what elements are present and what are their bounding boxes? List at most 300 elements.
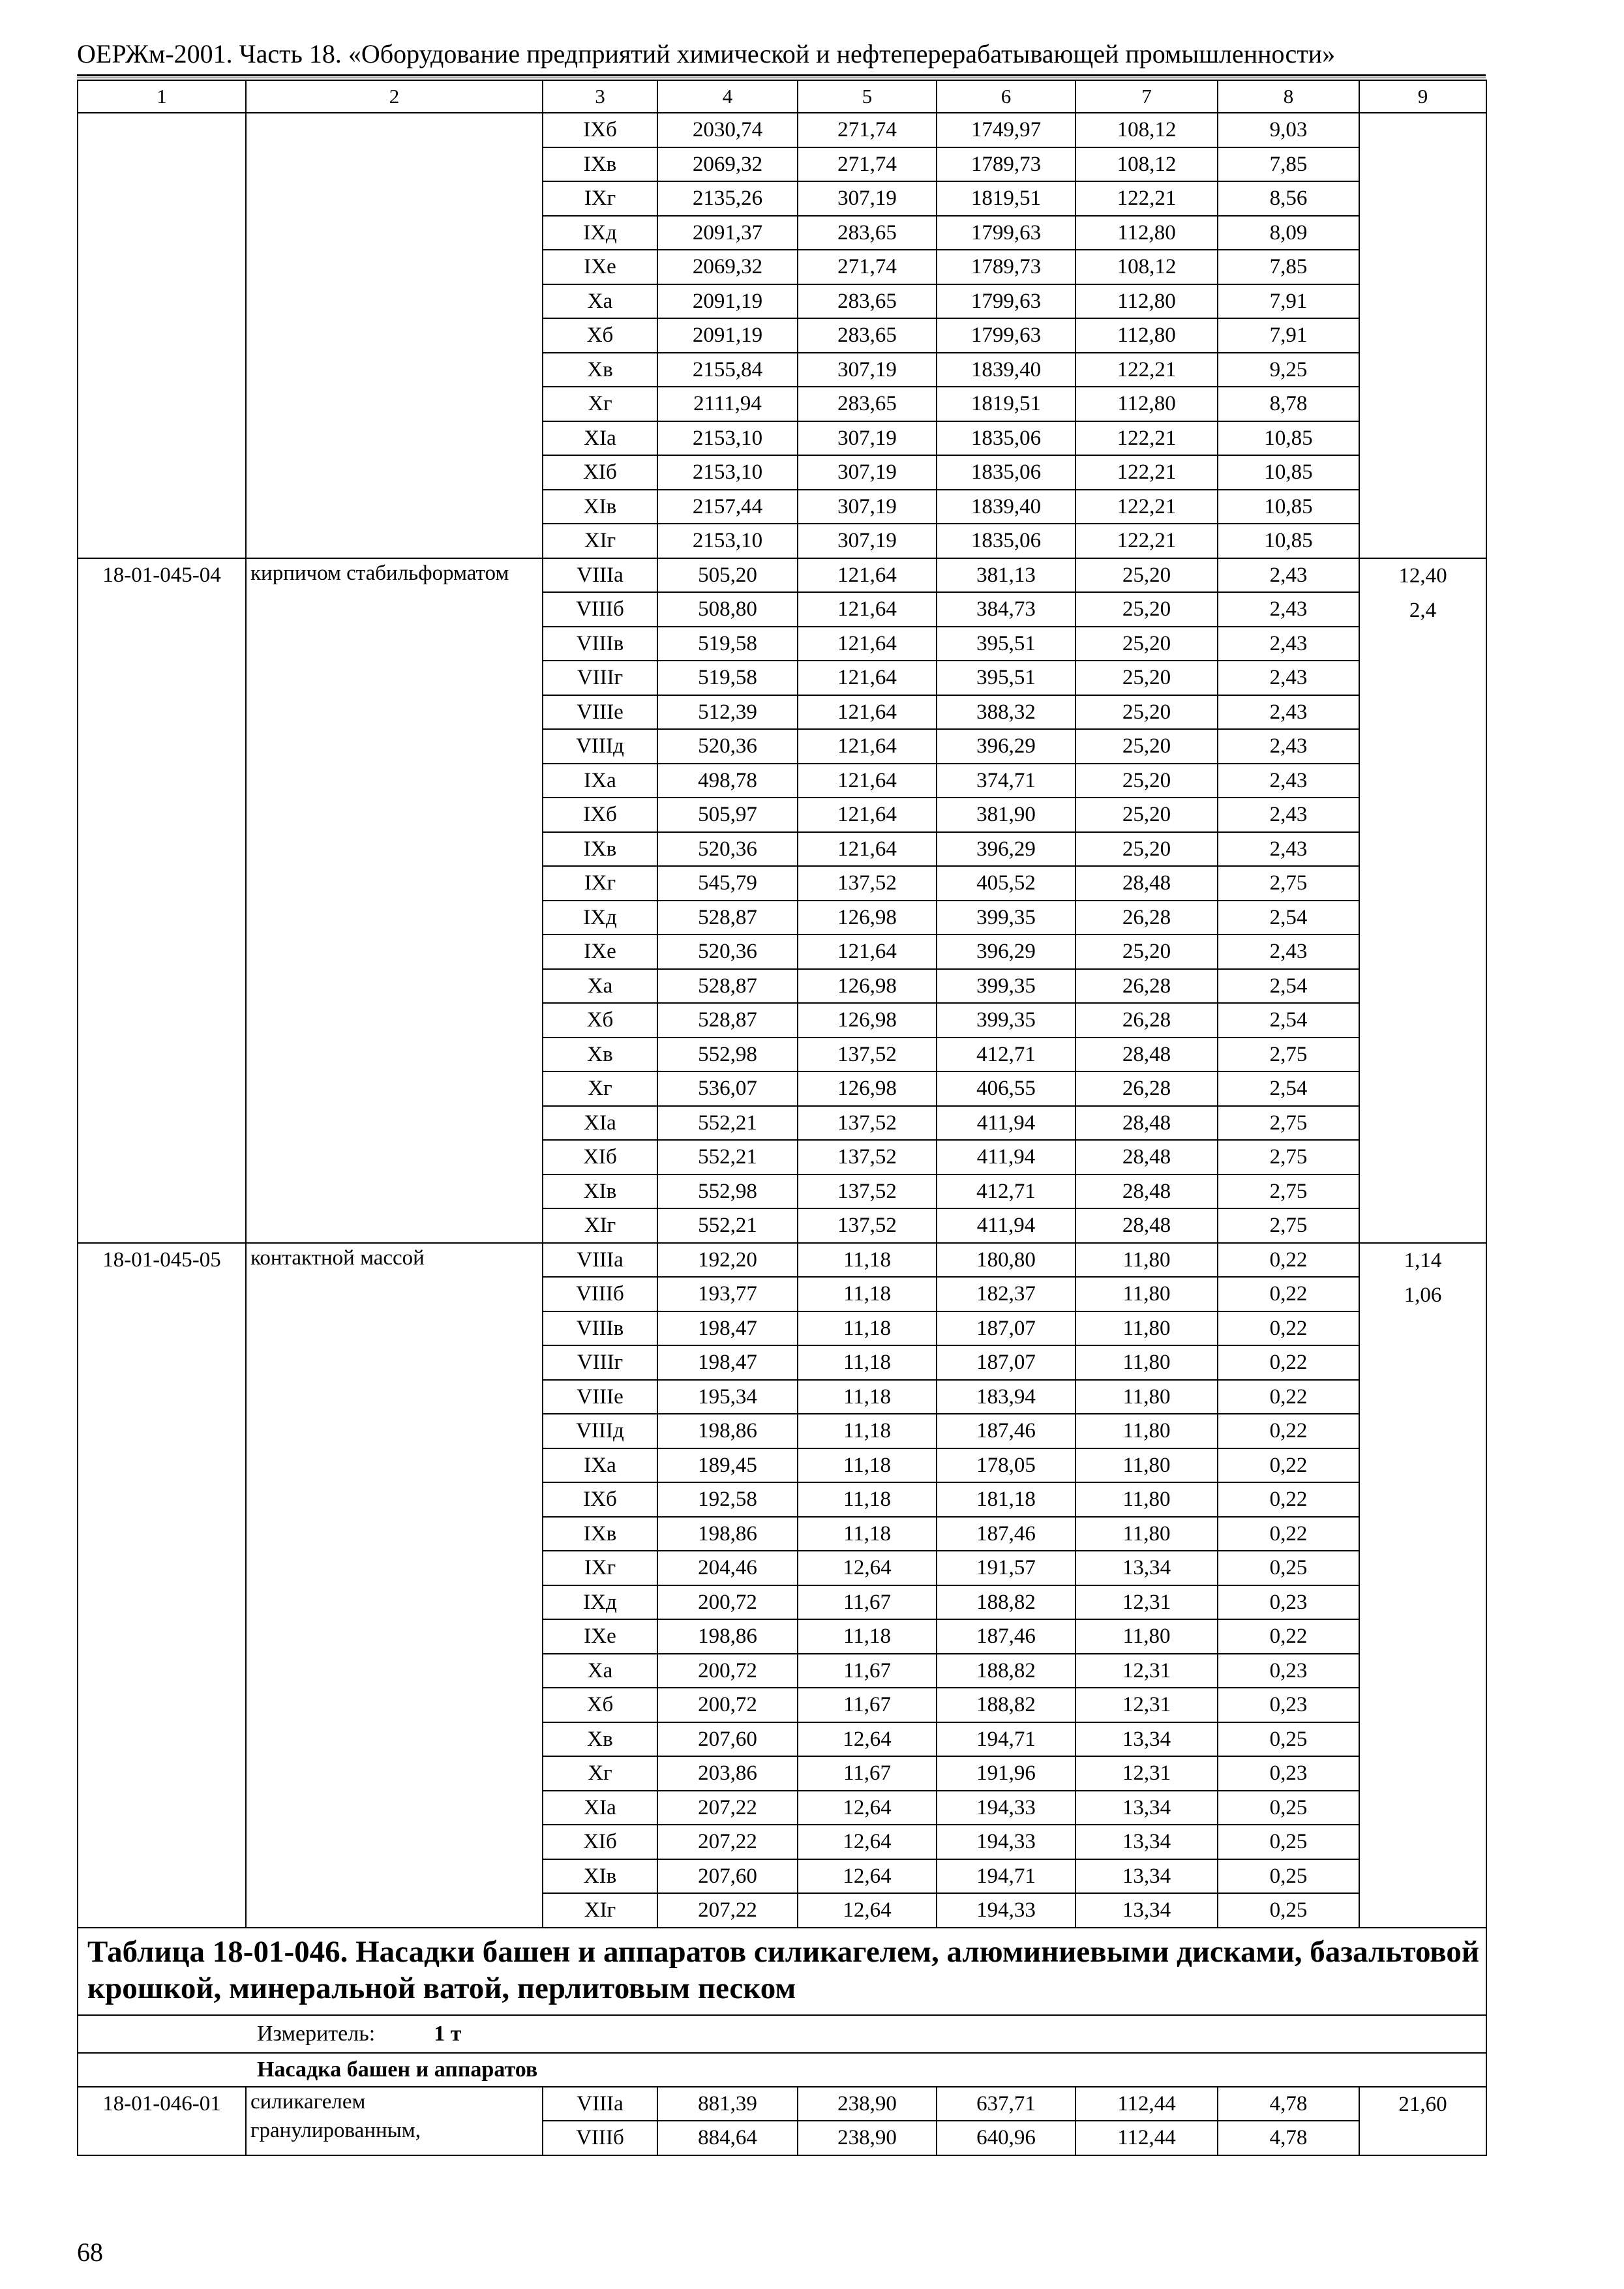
region-zone: VIIIб bbox=[543, 1277, 657, 1311]
col9-value: 1,06 bbox=[1404, 1283, 1442, 1307]
cell-value: 192,20 bbox=[657, 1243, 798, 1278]
cell-value: 121,64 bbox=[798, 729, 937, 764]
cell-value: 0,25 bbox=[1218, 1825, 1359, 1859]
cell-value: 13,34 bbox=[1075, 1893, 1218, 1928]
column-number: 4 bbox=[657, 80, 798, 113]
region-zone: Xа bbox=[543, 284, 657, 319]
cell-value: 28,48 bbox=[1075, 1038, 1218, 1072]
cell-value: 508,80 bbox=[657, 592, 798, 627]
cell-value: 0,22 bbox=[1218, 1311, 1359, 1346]
header-rule bbox=[77, 74, 1486, 76]
cell-value: 395,51 bbox=[937, 661, 1075, 695]
region-zone: XIб bbox=[543, 1140, 657, 1174]
cell-value: 1839,40 bbox=[937, 490, 1075, 524]
cell-value: 2,43 bbox=[1218, 798, 1359, 832]
cell-value: 26,28 bbox=[1075, 901, 1218, 935]
cell-value: 122,21 bbox=[1075, 455, 1218, 490]
cell-value: 126,98 bbox=[798, 1003, 937, 1038]
cell-value: 194,33 bbox=[937, 1791, 1075, 1825]
region-zone: IXа bbox=[543, 1448, 657, 1483]
cell-value: 10,85 bbox=[1218, 490, 1359, 524]
region-zone: VIIIв bbox=[543, 627, 657, 661]
region-zone: VIIIа bbox=[543, 1243, 657, 1278]
cell-value: 2,43 bbox=[1218, 627, 1359, 661]
cell-value: 2091,19 bbox=[657, 318, 798, 353]
cell-value: 203,86 bbox=[657, 1756, 798, 1791]
cell-value: 1799,63 bbox=[937, 216, 1075, 250]
cell-value: 25,20 bbox=[1075, 661, 1218, 695]
cell-value: 406,55 bbox=[937, 1071, 1075, 1106]
cell-value: 11,18 bbox=[798, 1482, 937, 1517]
page-header: ОЕРЖм-2001. Часть 18. «Оборудование предприятий химической и нефтеперерабатывающей промышленности» bbox=[77, 39, 1336, 68]
cell-value: 13,34 bbox=[1075, 1825, 1218, 1859]
cell-value: 2091,19 bbox=[657, 284, 798, 319]
cell-value: 0,23 bbox=[1218, 1688, 1359, 1722]
cell-value: 25,20 bbox=[1075, 764, 1218, 798]
cell-value: 520,36 bbox=[657, 832, 798, 867]
cell-value: 7,91 bbox=[1218, 284, 1359, 319]
region-zone: Xб bbox=[543, 1003, 657, 1038]
region-zone: XIг bbox=[543, 524, 657, 558]
cell-value: 200,72 bbox=[657, 1585, 798, 1620]
column-number-row bbox=[78, 80, 1486, 113]
cell-value: 399,35 bbox=[937, 1003, 1075, 1038]
cell-value: 187,07 bbox=[937, 1345, 1075, 1380]
cell-value: 13,34 bbox=[1075, 1859, 1218, 1894]
region-zone: Xа bbox=[543, 1654, 657, 1688]
region-zone: IXв bbox=[543, 832, 657, 867]
cell-value: 122,21 bbox=[1075, 181, 1218, 216]
cell-value: 505,20 bbox=[657, 558, 798, 593]
cell-value: 519,58 bbox=[657, 627, 798, 661]
cell-value: 25,20 bbox=[1075, 935, 1218, 969]
cell-value: 200,72 bbox=[657, 1688, 798, 1722]
work-name: кирпичом стабильформатом bbox=[246, 558, 543, 1243]
cell-value: 28,48 bbox=[1075, 1140, 1218, 1174]
region-zone: IXб bbox=[543, 1482, 657, 1517]
region-zone: XIб bbox=[543, 1825, 657, 1859]
cell-value: 122,21 bbox=[1075, 490, 1218, 524]
region-zone: XIа bbox=[543, 1791, 657, 1825]
cell-value: 640,96 bbox=[937, 2121, 1075, 2155]
cell-value: 2,75 bbox=[1218, 866, 1359, 901]
measure-label: Измеритель: bbox=[257, 2021, 376, 2046]
cell-value: 412,71 bbox=[937, 1174, 1075, 1209]
cell-value: 122,21 bbox=[1075, 353, 1218, 387]
cell-value: 187,46 bbox=[937, 1414, 1075, 1448]
region-zone: IXг bbox=[543, 866, 657, 901]
cell-value: 0,22 bbox=[1218, 1243, 1359, 1278]
cell-value: 194,33 bbox=[937, 1893, 1075, 1928]
cell-value: 195,34 bbox=[657, 1380, 798, 1414]
cell-value: 28,48 bbox=[1075, 1106, 1218, 1141]
cell-value: 194,71 bbox=[937, 1722, 1075, 1757]
cell-value: 108,12 bbox=[1075, 147, 1218, 182]
region-zone: IXд bbox=[543, 216, 657, 250]
cell-value: 198,47 bbox=[657, 1311, 798, 1346]
region-zone: XIа bbox=[543, 421, 657, 456]
col9-value: 12,40 bbox=[1398, 563, 1447, 588]
cell-value: 2,43 bbox=[1218, 832, 1359, 867]
column-number: 9 bbox=[1359, 80, 1486, 113]
cell-value: 26,28 bbox=[1075, 1071, 1218, 1106]
cell-value: 2157,44 bbox=[657, 490, 798, 524]
rate-code: 18-01-046-01 bbox=[78, 2087, 246, 2155]
cell-value: 191,57 bbox=[937, 1551, 1075, 1585]
cell-value: 204,46 bbox=[657, 1551, 798, 1585]
cell-value: 198,86 bbox=[657, 1414, 798, 1448]
region-zone: Xв bbox=[543, 1038, 657, 1072]
region-zone: VIIIб bbox=[543, 592, 657, 627]
cell-value: 271,74 bbox=[798, 250, 937, 284]
region-zone: VIIIд bbox=[543, 1414, 657, 1448]
cell-value: 12,64 bbox=[798, 1825, 937, 1859]
cell-value: 1749,97 bbox=[937, 113, 1075, 147]
cell-value: 395,51 bbox=[937, 627, 1075, 661]
cell-value: 137,52 bbox=[798, 1174, 937, 1209]
region-zone: IXб bbox=[543, 113, 657, 147]
region-zone: XIв bbox=[543, 490, 657, 524]
cell-value: 2069,32 bbox=[657, 250, 798, 284]
cell-value: 7,85 bbox=[1218, 147, 1359, 182]
cell-value: 178,05 bbox=[937, 1448, 1075, 1483]
region-zone: VIIIд bbox=[543, 729, 657, 764]
cell-value: 2,43 bbox=[1218, 729, 1359, 764]
cell-value: 271,74 bbox=[798, 147, 937, 182]
cell-value: 545,79 bbox=[657, 866, 798, 901]
cell-value: 182,37 bbox=[937, 1277, 1075, 1311]
cell-value: 381,90 bbox=[937, 798, 1075, 832]
cell-value: 137,52 bbox=[798, 1038, 937, 1072]
cell-value: 187,46 bbox=[937, 1517, 1075, 1551]
cell-value: 7,85 bbox=[1218, 250, 1359, 284]
cell-value: 122,21 bbox=[1075, 421, 1218, 456]
cell-value: 8,09 bbox=[1218, 216, 1359, 250]
cell-value: 1799,63 bbox=[937, 284, 1075, 319]
cell-value: 112,80 bbox=[1075, 387, 1218, 421]
cell-value: 0,22 bbox=[1218, 1517, 1359, 1551]
cell-value: 112,80 bbox=[1075, 216, 1218, 250]
cell-value: 2,75 bbox=[1218, 1174, 1359, 1209]
work-name: силикагелем гранулированным, bbox=[246, 2087, 543, 2155]
region-zone: IXе bbox=[543, 250, 657, 284]
cell-value: 399,35 bbox=[937, 901, 1075, 935]
cell-value: 7,91 bbox=[1218, 318, 1359, 353]
cell-value: 187,46 bbox=[937, 1619, 1075, 1654]
cell-value: 552,98 bbox=[657, 1038, 798, 1072]
region-zone: XIб bbox=[543, 455, 657, 490]
cell-value: 307,19 bbox=[798, 524, 937, 558]
cell-value: 26,28 bbox=[1075, 1003, 1218, 1038]
column-number: 7 bbox=[1075, 80, 1218, 113]
cell-value: 11,80 bbox=[1075, 1345, 1218, 1380]
cell-value: 121,64 bbox=[798, 592, 937, 627]
cell-value: 121,64 bbox=[798, 798, 937, 832]
cell-value: 0,22 bbox=[1218, 1619, 1359, 1654]
cell-value: 126,98 bbox=[798, 901, 937, 935]
cell-value: 1789,73 bbox=[937, 250, 1075, 284]
cell-value: 2135,26 bbox=[657, 181, 798, 216]
cell-value: 0,23 bbox=[1218, 1654, 1359, 1688]
column-number: 8 bbox=[1218, 80, 1359, 113]
cell-value: 1835,06 bbox=[937, 421, 1075, 456]
cell-value: 283,65 bbox=[798, 387, 937, 421]
cell-value: 396,29 bbox=[937, 832, 1075, 867]
region-zone: XIг bbox=[543, 1893, 657, 1928]
cell-value: 528,87 bbox=[657, 901, 798, 935]
cell-value: 8,78 bbox=[1218, 387, 1359, 421]
rate-code: 18-01-045-04 bbox=[78, 558, 246, 1243]
cell-value: 2,54 bbox=[1218, 969, 1359, 1004]
cell-value: 238,90 bbox=[798, 2121, 937, 2155]
cell-value: 1819,51 bbox=[937, 181, 1075, 216]
cell-value: 25,20 bbox=[1075, 798, 1218, 832]
cell-value: 25,20 bbox=[1075, 592, 1218, 627]
cell-value: 0,25 bbox=[1218, 1791, 1359, 1825]
col9-value: 21,60 bbox=[1398, 2092, 1447, 2116]
region-zone: IXе bbox=[543, 1619, 657, 1654]
cell-value: 1819,51 bbox=[937, 387, 1075, 421]
cell-value: 283,65 bbox=[798, 318, 937, 353]
cell-value: 2,54 bbox=[1218, 1003, 1359, 1038]
cell-value: 1799,63 bbox=[937, 318, 1075, 353]
cell-value: 126,98 bbox=[798, 1071, 937, 1106]
cell-value: 11,80 bbox=[1075, 1482, 1218, 1517]
cell-value: 181,18 bbox=[937, 1482, 1075, 1517]
cell-value: 8,56 bbox=[1218, 181, 1359, 216]
cell-value: 4,78 bbox=[1218, 2087, 1359, 2121]
region-zone: Xб bbox=[543, 1688, 657, 1722]
region-zone: IXг bbox=[543, 181, 657, 216]
cell-value: 191,96 bbox=[937, 1756, 1075, 1791]
region-zone: IXе bbox=[543, 935, 657, 969]
cell-value: 10,85 bbox=[1218, 421, 1359, 456]
region-zone: VIIIа bbox=[543, 558, 657, 593]
cell-value: 108,12 bbox=[1075, 113, 1218, 147]
region-zone: VIIIг bbox=[543, 1345, 657, 1380]
cell-value: 11,67 bbox=[798, 1654, 937, 1688]
rate-code bbox=[78, 113, 246, 558]
cell-value: 520,36 bbox=[657, 935, 798, 969]
region-zone: Xа bbox=[543, 969, 657, 1004]
cell-value: 112,80 bbox=[1075, 318, 1218, 353]
rates-table bbox=[77, 80, 1487, 2156]
cell-value: 121,64 bbox=[798, 661, 937, 695]
cell-value: 12,31 bbox=[1075, 1654, 1218, 1688]
cell-value: 388,32 bbox=[937, 695, 1075, 730]
cell-value: 271,74 bbox=[798, 113, 937, 147]
cell-value: 28,48 bbox=[1075, 866, 1218, 901]
cell-value: 11,80 bbox=[1075, 1619, 1218, 1654]
col9-values bbox=[1359, 558, 1486, 1243]
cell-value: 183,94 bbox=[937, 1380, 1075, 1414]
cell-value: 121,64 bbox=[798, 832, 937, 867]
cell-value: 0,22 bbox=[1218, 1414, 1359, 1448]
cell-value: 12,64 bbox=[798, 1893, 937, 1928]
cell-value: 200,72 bbox=[657, 1654, 798, 1688]
cell-value: 2,75 bbox=[1218, 1106, 1359, 1141]
region-zone: VIIIб bbox=[543, 2121, 657, 2155]
cell-value: 11,18 bbox=[798, 1345, 937, 1380]
cell-value: 528,87 bbox=[657, 1003, 798, 1038]
cell-value: 13,34 bbox=[1075, 1722, 1218, 1757]
cell-value: 137,52 bbox=[798, 866, 937, 901]
page-number: 68 bbox=[77, 2237, 103, 2267]
cell-value: 11,80 bbox=[1075, 1517, 1218, 1551]
region-zone: Xб bbox=[543, 318, 657, 353]
cell-value: 28,48 bbox=[1075, 1208, 1218, 1243]
cell-value: 207,60 bbox=[657, 1722, 798, 1757]
cell-value: 11,80 bbox=[1075, 1448, 1218, 1483]
cell-value: 11,18 bbox=[798, 1517, 937, 1551]
cell-value: 10,85 bbox=[1218, 524, 1359, 558]
cell-value: 198,86 bbox=[657, 1619, 798, 1654]
region-zone: IXв bbox=[543, 147, 657, 182]
cell-value: 187,07 bbox=[937, 1311, 1075, 1346]
cell-value: 25,20 bbox=[1075, 627, 1218, 661]
region-zone: IXв bbox=[543, 1517, 657, 1551]
cell-value: 112,44 bbox=[1075, 2121, 1218, 2155]
cell-value: 396,29 bbox=[937, 729, 1075, 764]
cell-value: 11,80 bbox=[1075, 1380, 1218, 1414]
region-zone: XIв bbox=[543, 1859, 657, 1894]
cell-value: 307,19 bbox=[798, 490, 937, 524]
cell-value: 207,60 bbox=[657, 1859, 798, 1894]
cell-value: 2153,10 bbox=[657, 524, 798, 558]
cell-value: 512,39 bbox=[657, 695, 798, 730]
cell-value: 121,64 bbox=[798, 695, 937, 730]
column-number: 2 bbox=[246, 80, 543, 113]
column-number: 3 bbox=[543, 80, 657, 113]
cell-value: 108,12 bbox=[1075, 250, 1218, 284]
cell-value: 11,18 bbox=[798, 1380, 937, 1414]
cell-value: 0,22 bbox=[1218, 1380, 1359, 1414]
cell-value: 1839,40 bbox=[937, 353, 1075, 387]
cell-value: 121,64 bbox=[798, 935, 937, 969]
cell-value: 374,71 bbox=[937, 764, 1075, 798]
region-zone: XIв bbox=[543, 1174, 657, 1209]
cell-value: 2,43 bbox=[1218, 764, 1359, 798]
cell-value: 884,64 bbox=[657, 2121, 798, 2155]
col9-values bbox=[1359, 2087, 1486, 2155]
cell-value: 505,97 bbox=[657, 798, 798, 832]
cell-value: 11,18 bbox=[798, 1619, 937, 1654]
cell-value: 881,39 bbox=[657, 2087, 798, 2121]
cell-value: 12,64 bbox=[798, 1722, 937, 1757]
col9-value: 2,4 bbox=[1409, 598, 1437, 622]
cell-value: 412,71 bbox=[937, 1038, 1075, 1072]
work-name: контактной массой bbox=[246, 1243, 543, 1928]
cell-value: 11,67 bbox=[798, 1756, 937, 1791]
cell-value: 552,21 bbox=[657, 1208, 798, 1243]
cell-value: 2,43 bbox=[1218, 935, 1359, 969]
cell-value: 2,43 bbox=[1218, 592, 1359, 627]
cell-value: 28,48 bbox=[1075, 1174, 1218, 1209]
cell-value: 11,18 bbox=[798, 1311, 937, 1346]
cell-value: 0,23 bbox=[1218, 1756, 1359, 1791]
cell-value: 411,94 bbox=[937, 1140, 1075, 1174]
cell-value: 283,65 bbox=[798, 284, 937, 319]
rate-code: 18-01-045-05 bbox=[78, 1243, 246, 1928]
cell-value: 528,87 bbox=[657, 969, 798, 1004]
cell-value: 552,21 bbox=[657, 1106, 798, 1141]
cell-value: 0,25 bbox=[1218, 1859, 1359, 1894]
cell-value: 9,25 bbox=[1218, 353, 1359, 387]
cell-value: 12,31 bbox=[1075, 1585, 1218, 1620]
cell-value: 0,23 bbox=[1218, 1585, 1359, 1620]
cell-value: 25,20 bbox=[1075, 832, 1218, 867]
region-zone: Xг bbox=[543, 1756, 657, 1791]
cell-value: 2,43 bbox=[1218, 695, 1359, 730]
cell-value: 0,22 bbox=[1218, 1448, 1359, 1483]
cell-value: 405,52 bbox=[937, 866, 1075, 901]
region-zone: VIIIе bbox=[543, 695, 657, 730]
cell-value: 194,33 bbox=[937, 1825, 1075, 1859]
table-row bbox=[78, 113, 1486, 147]
col9-values bbox=[1359, 1243, 1486, 1928]
cell-value: 137,52 bbox=[798, 1106, 937, 1141]
col9-value: 1,14 bbox=[1404, 1248, 1442, 1272]
column-number: 5 bbox=[798, 80, 937, 113]
cell-value: 11,80 bbox=[1075, 1311, 1218, 1346]
cell-value: 307,19 bbox=[798, 421, 937, 456]
cell-value: 11,18 bbox=[798, 1277, 937, 1311]
cell-value: 519,58 bbox=[657, 661, 798, 695]
cell-value: 25,20 bbox=[1075, 729, 1218, 764]
cell-value: 2153,10 bbox=[657, 421, 798, 456]
measure-value: 1 т bbox=[434, 2021, 462, 2046]
cell-value: 0,25 bbox=[1218, 1722, 1359, 1757]
cell-value: 0,22 bbox=[1218, 1345, 1359, 1380]
column-number: 6 bbox=[937, 80, 1075, 113]
cell-value: 2155,84 bbox=[657, 353, 798, 387]
cell-value: 12,64 bbox=[798, 1859, 937, 1894]
cell-value: 11,67 bbox=[798, 1688, 937, 1722]
region-zone: IXб bbox=[543, 798, 657, 832]
cell-value: 0,22 bbox=[1218, 1482, 1359, 1517]
cell-value: 552,21 bbox=[657, 1140, 798, 1174]
cell-value: 121,64 bbox=[798, 558, 937, 593]
cell-value: 2,75 bbox=[1218, 1140, 1359, 1174]
cell-value: 2069,32 bbox=[657, 147, 798, 182]
cell-value: 25,20 bbox=[1075, 558, 1218, 593]
column-number: 1 bbox=[78, 80, 246, 113]
cell-value: 137,52 bbox=[798, 1140, 937, 1174]
cell-value: 536,07 bbox=[657, 1071, 798, 1106]
cell-value: 11,18 bbox=[798, 1448, 937, 1483]
table-row bbox=[78, 2087, 1486, 2121]
region-zone: Xв bbox=[543, 353, 657, 387]
cell-value: 25,20 bbox=[1075, 695, 1218, 730]
cell-value: 207,22 bbox=[657, 1825, 798, 1859]
cell-value: 411,94 bbox=[937, 1208, 1075, 1243]
cell-value: 13,34 bbox=[1075, 1791, 1218, 1825]
region-zone: Xг bbox=[543, 1071, 657, 1106]
cell-value: 194,71 bbox=[937, 1859, 1075, 1894]
cell-value: 207,22 bbox=[657, 1893, 798, 1928]
cell-value: 13,34 bbox=[1075, 1551, 1218, 1585]
cell-value: 1789,73 bbox=[937, 147, 1075, 182]
cell-value: 552,98 bbox=[657, 1174, 798, 1209]
region-zone: VIIIг bbox=[543, 661, 657, 695]
cell-value: 188,82 bbox=[937, 1585, 1075, 1620]
col9-values bbox=[1359, 113, 1486, 558]
cell-value: 0,22 bbox=[1218, 1277, 1359, 1311]
cell-value: 192,58 bbox=[657, 1482, 798, 1517]
cell-value: 112,80 bbox=[1075, 284, 1218, 319]
cell-value: 188,82 bbox=[937, 1654, 1075, 1688]
cell-value: 307,19 bbox=[798, 353, 937, 387]
